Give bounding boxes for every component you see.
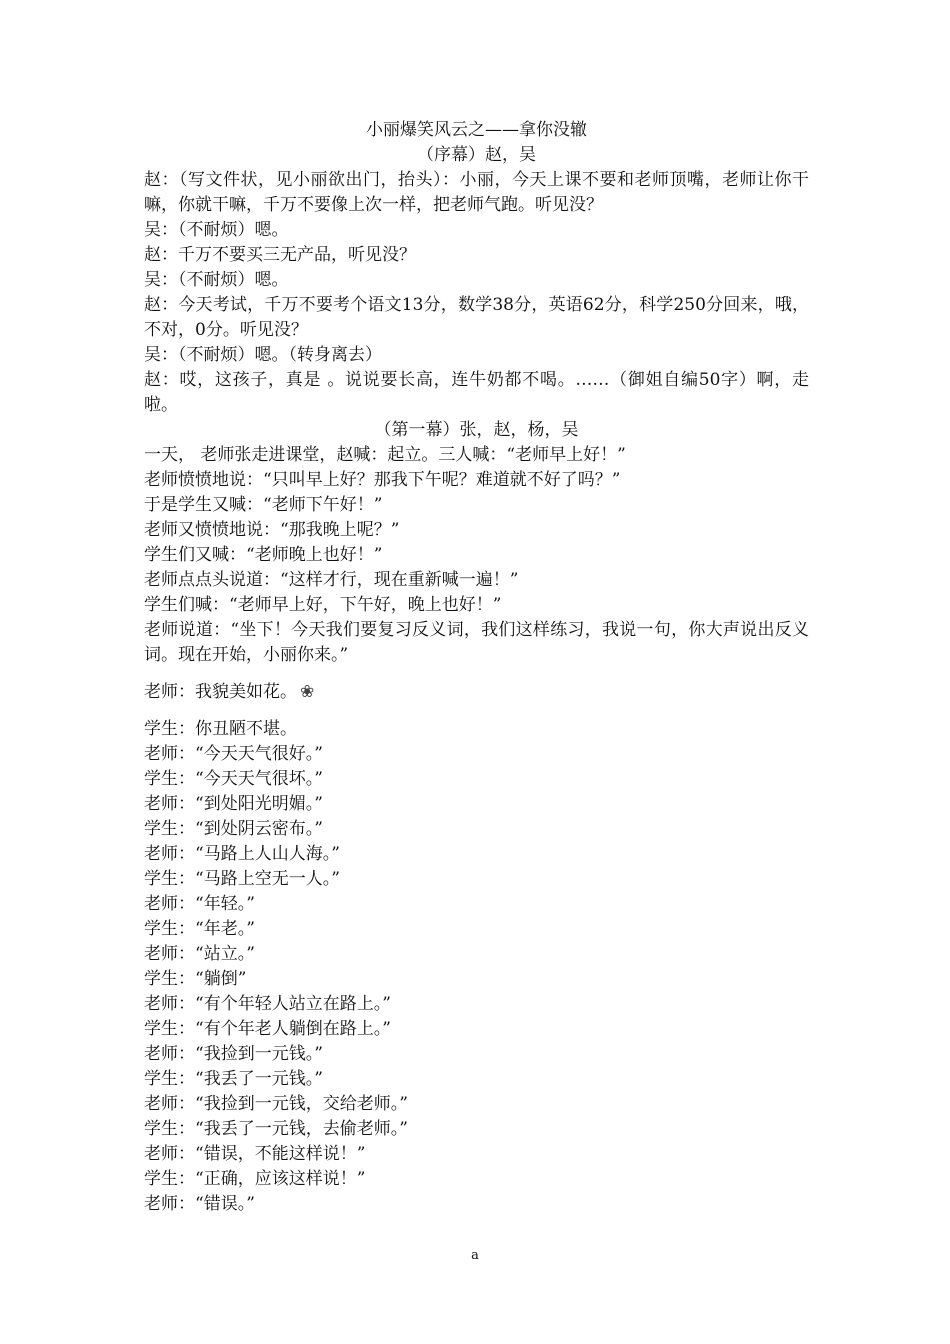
- prologue-line: 赵：（写文件状，见小丽欲出门，抬头）：小丽，今天上课不要和老师顶嘴，老师让你干嘛，你就干嘛，千万不要像上次一样，把老师气跑。听见没？: [144, 170, 809, 215]
- dialogue-line: 老师：“站立。”: [144, 944, 255, 964]
- dialogue-line: 老师：“有个年轻人站立在路上。”: [144, 994, 391, 1014]
- page-footer: a: [471, 1248, 479, 1263]
- prologue-line: 吴：（不耐烦）嗯。: [144, 270, 289, 290]
- dialogue-line: 老师：“错误。”: [144, 1194, 255, 1214]
- prologue-line: 吴：（不耐烦）嗯。: [144, 220, 289, 240]
- act1-line: 学生们又喊：“老师晚上也好！”: [144, 545, 383, 565]
- dialogue-line: 学生：“到处阴云密布。”: [144, 819, 323, 839]
- flower-line: [144, 680, 809, 705]
- dialogue-line: 学生：“年老。”: [144, 919, 255, 939]
- act1-line: 老师又愤愤地说：“那我晚上呢？”: [144, 520, 400, 540]
- dialogue-line: 学生：“有个年老人躺倒在路上。”: [144, 1019, 391, 1039]
- dialogue-line: 老师：“错误，不能这样说！”: [144, 1144, 366, 1164]
- act1-line: 于是学生又喊：“老师下午好！”: [144, 495, 383, 515]
- prologue-line: 赵：今天考试，千万不要考个语文13分，数学38分，英语62分，科学250分回来，哦，不对，0分。听见没？: [144, 295, 809, 340]
- flower-icon: ❀: [300, 682, 315, 702]
- document-title: 小丽爆笑风云之——拿你没辙: [366, 120, 587, 140]
- act1-line: 老师愤愤地说：“只叫早上好？那我下午呢？难道就不好了吗？”: [144, 470, 621, 490]
- dialogue-line: 老师：“马路上人山人海。”: [144, 844, 340, 864]
- dialogue-line: 学生：“我丢了一元钱，去偷老师。”: [144, 1119, 408, 1139]
- prologue-line: 赵：哎，这孩子，真是 。说说要长高，连牛奶都不喝。……（御姐自编50字）啊，走啦。: [144, 370, 809, 415]
- dialogue-line: 学生：“我丢了一元钱。”: [144, 1069, 323, 1089]
- flower-line-text: 老师：我貌美如花。: [144, 682, 297, 702]
- dialogue-line: 老师：“到处阳光明媚。”: [144, 794, 323, 814]
- prologue-heading: （序幕）赵，吴: [417, 145, 536, 165]
- dialogue-line: 老师：“我捡到一元钱，交给老师。”: [144, 1094, 408, 1114]
- act1-line: 一天， 老师张走进课堂，赵喊：起立。三人喊：“老师早上好！”: [144, 445, 626, 465]
- dialogue-line: 老师：“年轻。”: [144, 894, 255, 914]
- document-body: [144, 118, 809, 1217]
- act1-line: 学生们喊：“老师早上好，下午好，晚上也好！”: [144, 595, 502, 615]
- act1-line: 老师点点头说道：“这样才行，现在重新喊一遍！”: [144, 570, 519, 590]
- act1-heading: （第一幕）张，赵，杨，吴: [374, 420, 579, 440]
- prologue-line: 吴：（不耐烦）嗯。（转身离去）: [144, 345, 382, 365]
- dialogue-line: 学生：“正确，应该这样说！”: [144, 1169, 366, 1189]
- dialogue-line: 学生：“马路上空无一人。”: [144, 869, 340, 889]
- dialogue-line: 学生：“躺倒”: [144, 969, 247, 989]
- dialogue-line: 老师：“今天天气很好。”: [144, 744, 323, 764]
- dialogue-line: 老师：“我捡到一元钱。”: [144, 1044, 323, 1064]
- dialogue-line: 学生：“今天天气很坏。”: [144, 769, 323, 789]
- prologue-line: 赵：千万不要买三无产品，听见没？: [144, 245, 416, 265]
- act1-line: 老师说道：“坐下！今天我们要复习反义词，我们这样练习，我说一句，你大声说出反义词。现在开始，小丽你来。”: [144, 620, 809, 665]
- dialogue-line: 学生：你丑陋不堪。: [144, 719, 297, 739]
